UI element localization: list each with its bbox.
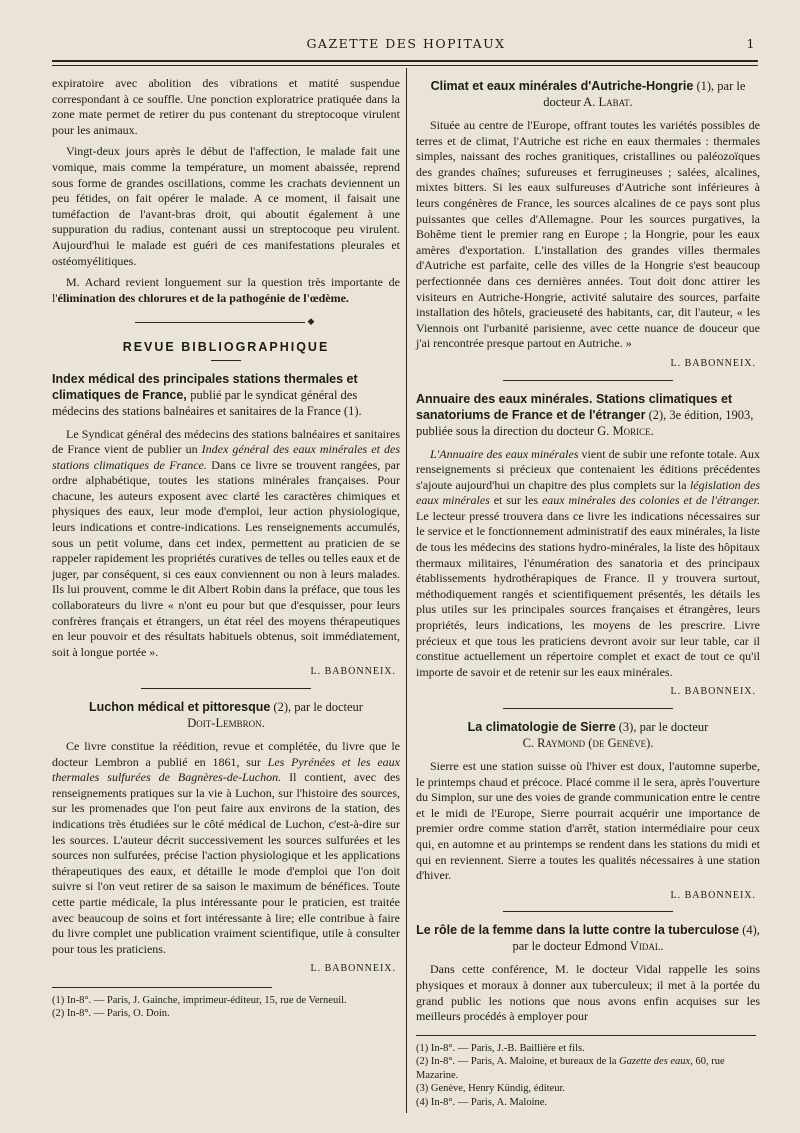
article-title-text: La climatologie de Sierre (467, 720, 616, 734)
left-column (52, 76, 400, 1021)
paragraph: Située au centre de l'Europe, offrant toutes les variétés possibles de terres et de climat, l'Autriche est riche en eaux thermales : thermales simples, naissant des roches granitiques, cristallines ou paléozoïques des grandes chaînes; sufureuses et ferrugineuses ; salées, alcalines, mixtes bitters. Si les eaux sulfureuses d'Autriche sont inférieures à leurs congénères de France, les sources alcalines de ce pays sont plus puissantes que celles d'Allemagne. Pour les sources purgatives, la Bohême tient le premier rang en Europe ; la Hongrie, pour les eaux amères d'exportation. L'installation des grandes villes thermales d'Autriche est parfaite, celle des villes de la Hongrie s'est beaucoup perfectionnée dans ces dernières années. Tout doit donc attirer les visiteurs en Autriche-Hongrie, activité salutaire des sources, parfaite installation des hôtels, gracieuseté des habitants, car, dit l'auteur, « les Viennois ont l'urbanité parisienne, avec cette nuance de douceur que j'ai rencontrée presque partout en Autriche. » (416, 118, 760, 351)
article-title (416, 391, 760, 439)
running-header (52, 36, 760, 58)
short-rule (211, 360, 241, 361)
column-divider (406, 68, 407, 1113)
footnote: (3) Genève, Henry Kündig, éditeur. (416, 1083, 565, 1095)
article-title-text: Annuaire des eaux minérales. Stations climatiques et sanatoriums de France et de l'étranger (416, 391, 733, 422)
header-rule-thin (52, 65, 758, 66)
article-subtitle: (3), par le docteur (615, 720, 709, 734)
footnote: (2) In-8°. — Paris, O. Doin. (52, 1008, 170, 1020)
italic-text-run: législation des eaux minérales (416, 477, 760, 508)
signature: L. BABONNEIX. (670, 357, 756, 369)
paragraph (52, 739, 400, 957)
text-run: Le Syndicat général des médecins des stations balnéaires et sanitaires de France vient de publier un (52, 426, 400, 457)
text-run: 60, rue Mazarine. (416, 1056, 725, 1081)
journal-title: GAZETTE DES HOPITAUX (306, 36, 506, 51)
article-author: C. Raymond (de Genève). (522, 736, 654, 750)
article-title (416, 78, 760, 110)
right-column (416, 76, 760, 1109)
footnote (416, 1055, 760, 1082)
signature: L. BABONNEIX. (670, 686, 756, 698)
italic-text-run: Gazette des eaux, (619, 1056, 693, 1068)
signature: L. BABONNEIX. (670, 889, 756, 901)
footnote-rule (52, 987, 272, 988)
article-title-text: Luchon médical et pittoresque (89, 700, 271, 714)
paragraph: expiratoire avec abolition des vibrations et matité suspendue correspondant à ce souffle. Une ponction exploratrice pratiquée dans la zone mate permet de retirer du pus contenant du streptocoque virulent pour les animaux. (52, 76, 400, 137)
paragraph (416, 447, 760, 681)
article-title-text: Le rôle de la femme dans la lutte contre la tuberculose (416, 923, 740, 938)
article-author: Doit-Lembron. (187, 716, 265, 730)
footnote: (4) In-8°. — Paris, A. Maloine. (416, 1096, 548, 1108)
paragraph: Sierre est une station suisse où l'hiver est doux, l'automne superbe, le printemps chaud et précoce. Placé comme il le sera, après l'ouverture du Simplon, sur une des voies de grande communication entre le centre et le midi de l'Europe, Sierre pourrait acquérir une importance de premier ordre comme station d'arrêt, station intermédiaire pour ceux qui, en automne et au printemps se rendent dans les stations du midi et qui en reviennent. Sierre a toutes les qualités nécessaires à une station d'hiver. (416, 759, 760, 883)
text-run: Ce livre constitue la réédition, revue et complétée, du livre que le docteur Lembron a publié en 1861, sur (52, 739, 400, 769)
article-subtitle: (1), par le docteur A. (543, 79, 746, 109)
article-title (416, 922, 760, 954)
italic-text-run: L'Annuaire des eaux minérales (430, 446, 579, 461)
text-run: Il contient, avec des renseignements pratiques sur la vie à Luchon, sur l'histoire des sources, sur les promenades que l'on peut faire aux environs de la station, des indications très étudiées sur le côté médical de Luchon, c'est-à-dire sur les sources. L'auteur décrit successivement les sources sulfurées et les sources non sulfurées, précise l'action physiologique et les applications thérapeutiques des eaux, et détaille le mode d'emploi que l'on doit suivre si l'on veut retirer de sa saison le maximum de bénéfices. Toute cette partie médicale, la plus intéressante pour le praticien, est traitée avec beaucoup de soins et fort intéressante à lire; elle contribue à faire du livre complet une publication vraiment scientifique, utile à consulter pour tous les praticiens. (52, 770, 400, 956)
bold-text-run: élimination des chlorures et de la pathogénie de l'œdème. (57, 290, 349, 305)
text-run: et sur les (489, 493, 542, 508)
article-subtitle: (2), par le docteur (270, 700, 363, 714)
text-run: Le lecteur pressé trouvera dans ce livre les indications nécessaires sur le service et le fonctionnement administratif des eaux minérales, la liste de tous les médecins des stations hydro-minérales, la liste des hôpitaux thermaux militaires, l'énumération des sanatoria et des principaux établissements hydrothérapiques de France. Il y trouvera surtout, méthodiquement rangés et scientifiquement présentés, les détails les plus utiles sur les principales sources françaises et étrangères, leurs propriétés, leurs indications, les moyens de les prescrire. Livre précieux et que tous les praticiens devront avoir sur leur table, car il constitue actuellement un répertoire complet et exact de tout ce qu'il importe de savoir et de retenir sur les eaux minérales. (416, 508, 760, 679)
text-run: (2) In-8°. — Paris, A. Maloine, et bureaux de la (416, 1056, 620, 1068)
page-number: 1 (746, 36, 756, 51)
article-subtitle: (4), par le docteur Edmond (512, 923, 760, 954)
footnote: (1) In-8°. — Paris, J. Gainche, imprimeur-éditeur, 15, rue de Verneuil. (52, 994, 347, 1006)
italic-text-run: Index général des eaux minérales et des stations climatiques de France. (52, 442, 400, 472)
article-separator (503, 708, 673, 709)
ornament-divider: ◆ (52, 314, 400, 330)
article-title-text: Index médical des principales stations thermales et climatiques de France, (52, 371, 358, 402)
italic-text-run: Les Pyrénées et les eaux thermales sulfurées de Bagnères-de-Luchon. (52, 754, 400, 785)
article-title (52, 699, 400, 731)
paragraph: Dans cette conférence, M. le docteur Vidal rappelle les soins physiques et moraux à donner aux tuberculeux; il met à la portée du grand public les notions que nous avons enfin acquises sur les meilleurs procédés à employer pour (416, 962, 760, 1024)
text-run: vient de subir une refonte totale. Aux renseignements si précieux que contenaient les éditions précédentes s'ajoute aujourd'hui un chapitre des plus complets sur la (416, 446, 760, 492)
section-heading: REVUE BIBLIOGRAPHIQUE (122, 339, 330, 354)
paragraph (52, 427, 400, 661)
article-title-text: Climat et eaux minérales d'Autriche-Hongrie (430, 79, 694, 93)
signature: L. BABONNEIX. (310, 666, 396, 678)
signature: L. BABONNEIX. (310, 963, 396, 975)
footnote-rule (416, 1035, 756, 1036)
header-rule (52, 60, 758, 62)
text-run: Dans ce livre se trouvent rangées, par ordre alphabétique, toutes les stations minérales françaises. Pour chacune, les auteurs exposent avec clarté les caractères chimiques et physiques des eaux, leur mode d'emploi, leur action physiologique, leurs indications et contre-indications. Les renseignements accumulés, sous un petit volume, dans cet index, permettent au praticien de se rappeler rapidement les propriétés curatives de telles ou telles eaux et de juger, par conséquent, si ces eaux conviennent ou non à leurs malades. Ils lui prouvent, comme le dit Albert Robin dans la préface, que tous les collaborateurs du livre « n'ont eu pour but que d'esquisser, pour leurs confrères français et étrangers, un état réel des moyens thérapeutiques en leur pouvoir et des résultats habituels obtenus, soit immédiatement, soit à longue portée ». (52, 457, 400, 659)
article-author: Vidal. (629, 939, 664, 954)
article-title (416, 719, 760, 751)
article-separator (503, 380, 673, 381)
article-author: Morice. (612, 423, 654, 438)
footnote: (1) In-8°. — Paris, J.-B. Baillière et fils. (416, 1042, 585, 1054)
text-run: M. Achard revient longuement sur la question très importante de l' (52, 275, 400, 305)
article-separator (503, 911, 673, 912)
paragraph: Vingt-deux jours après le début de l'affection, le malade fait une vomique, mais comme la température, un moment abaissée, reprend sous forme de grandes oscillations, comme les crachats deviennent un peu fétides, on fait opérer le malade. A ce moment, il faisait une tuméfaction de l'avant-bras droit, qui aboutit également à une suppuration du radius, contenant aussi un streptocoque peu virulent. Aujourd'hui le malade est guéri de ces manifestations pleurales et ostéomyélitiques. (52, 144, 400, 268)
article-separator (141, 688, 311, 689)
article-author: Labat. (598, 95, 633, 109)
paragraph (52, 275, 400, 306)
article-subtitle: (2), 3e édition, 1903, publiée sous la direction du docteur G. (416, 407, 754, 438)
article-title (52, 371, 400, 419)
article-subtitle: publié par le syndicat général des médecins des stations balnéaires et sanitaires de la France (1). (52, 387, 362, 418)
italic-text-run: eaux minérales des colonies et de l'étranger. (541, 493, 760, 508)
